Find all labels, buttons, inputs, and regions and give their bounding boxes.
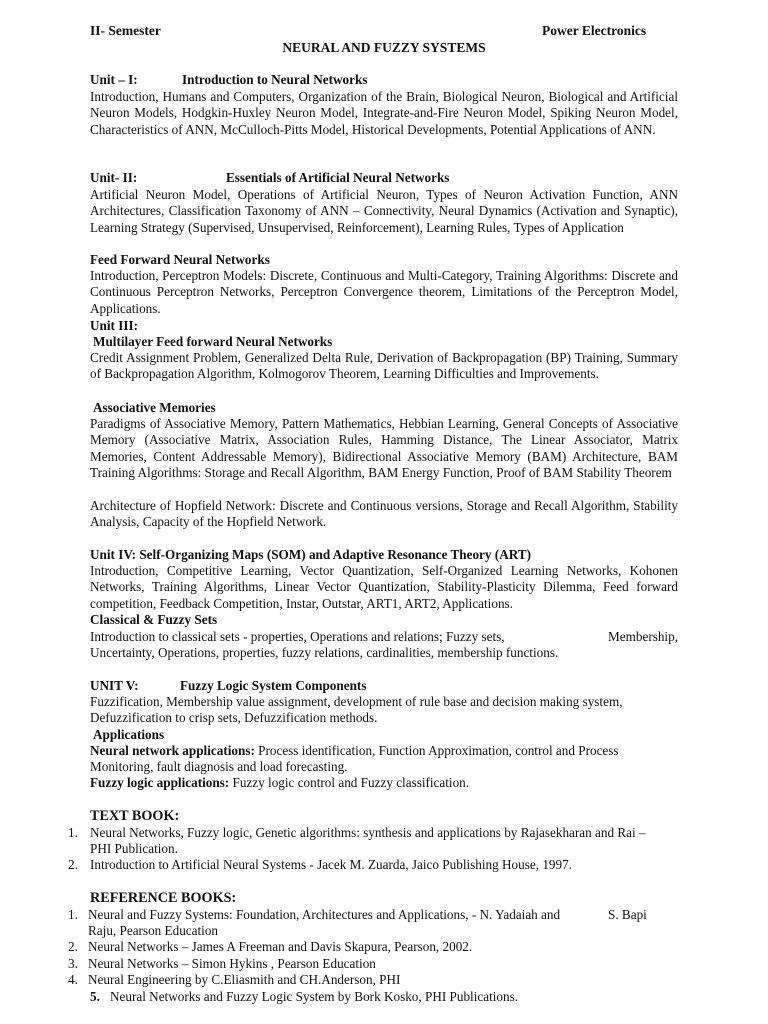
text-book-heading: TEXT BOOK: — [90, 808, 180, 824]
unit-4-sub-body-end: Membership, — [608, 629, 678, 644]
list-number: 1. — [68, 907, 78, 922]
unit-2-label: Unit- II: — [90, 170, 138, 185]
unit-2-sub-body: Introduction, Perceptron Models: Discrete, Continuous and Multi-Category, Training Algorithms: Discrete and Continuous Perceptron Networks, Perceptron Convergence theorem, Limitations of the Perceptron Model, Applications. — [90, 268, 678, 316]
department-label: Power Electronics — [542, 23, 647, 38]
neural-network-applications-line-2: Monitoring, fault diagnosis and load forecasting. — [90, 759, 348, 774]
unit-4-sub-body-text: Introduction to classical sets - properties, Operations and relations; Fuzzy sets, — [90, 629, 505, 644]
unit-5-heading — [90, 678, 367, 694]
unit-1-title: Introduction to Neural Networks — [182, 72, 368, 87]
unit-3-subheading-2: Associative Memories — [93, 400, 216, 415]
neural-network-applications-label: Neural network applications: — [90, 743, 255, 758]
unit-3-subheading-1: Multilayer Feed forward Neural Networks — [93, 334, 333, 349]
unit-5-label: UNIT V: — [90, 678, 139, 693]
unit-2-heading — [90, 170, 450, 186]
unit-3-label: Unit III: — [90, 318, 138, 333]
unit-1-heading — [90, 72, 368, 88]
reference-line: Neural Networks – James A Freeman and Davis Skapura, Pearson, 2002. — [88, 939, 473, 954]
unit-1-body: Introduction, Humans and Computers, Organization of the Brain, Biological Neuron, Biological and Artificial Neuron Models, Hodgkin-Huxley Neuron Model, Integrate-and-Fire Neuron Model, Spiking Neuron Model, Characteristics of ANN, McCulloch-Pitts Model, Historical Developments, Potential Applications of ANN. — [90, 89, 678, 137]
unit-4-sub-body-line-1 — [90, 629, 678, 645]
reference-line: Neural Networks – Simon Hykins , Pearson Education — [88, 956, 376, 971]
list-number: 5. — [90, 989, 100, 1004]
list-number: 4. — [68, 972, 78, 987]
unit-5-body-line-2: Defuzzification to crisp sets, Defuzzification methods. — [90, 710, 378, 725]
fuzzy-logic-applications-label: Fuzzy logic applications: — [90, 775, 230, 790]
reference-line: Neural and Fuzzy Systems: Foundation, Architectures and Applications, - N. Yadaiah and — [88, 907, 561, 922]
list-number: 2. — [68, 857, 78, 872]
unit-2-subheading: Feed Forward Neural Networks — [90, 252, 270, 267]
unit-2-title: Essentials of Artificial Neural Networks — [226, 170, 450, 185]
fuzzy-logic-applications — [90, 775, 678, 791]
neural-network-applications-text: Process identification, Function Approximation, control and Process — [254, 743, 619, 758]
reference-line: Neural Networks and Fuzzy Logic System by Bork Kosko, PHI Publications. — [110, 989, 519, 1004]
unit-4-sub-body-line-2: Uncertainty, Operations, properties, fuzzy relations, cardinalities, membership functions. — [90, 645, 559, 660]
unit-3-sub-body-2: Paradigms of Associative Memory, Pattern Mathematics, Hebbian Learning, General Concepts of Associative Memory (Associative Matrix, Association Rules, Hamming Distance, The Linear Associator, Matrix Memories, Content Addressable Memory), Bidirectional Associative Memory (BAM) Architecture, BAM Training Algorithms: Storage and Recall Algorithm, BAM Energy Function, Proof of BAM Stability Theorem — [90, 416, 678, 480]
neural-network-applications — [90, 743, 678, 759]
text-book-line: PHI Publication. — [90, 841, 178, 856]
unit-5-title: Fuzzy Logic System Components — [180, 678, 367, 693]
unit-1-label: Unit – I: — [90, 72, 138, 87]
list-number: 2. — [68, 939, 78, 954]
unit-4-subheading: Classical & Fuzzy Sets — [90, 612, 218, 627]
unit-5-body-line-1: Fuzzification, Membership value assignment, development of rule base and decision making system, — [90, 694, 623, 709]
list-number: 3. — [68, 956, 78, 971]
fuzzy-logic-applications-text: Fuzzy logic control and Fuzzy classification. — [229, 775, 470, 790]
text-book-line: Introduction to Artificial Neural Systems - Jacek M. Zuarda, Jaico Publishing House, 1997. — [90, 857, 572, 872]
reference-line: Raju, Pearson Education — [88, 923, 219, 938]
applications-heading: Applications — [93, 727, 165, 742]
unit-4-heading: Unit IV: Self-Organizing Maps (SOM) and Adaptive Resonance Theory (ART) — [90, 547, 531, 562]
reference-line: Neural Engineering by C.Eliasmith and CH.Anderson, PHI — [88, 972, 401, 987]
unit-4-body: Introduction, Competitive Learning, Vector Quantization, Self-Organized Learning Networks, Kohonen Networks, Training Algorithms, Linear Vector Quantization, Stability-Plasticity Dilemma, Feed forward competition, Feedback Competition, Instar, Outstar, ART1, ART2, Applications. — [90, 563, 678, 611]
semester-label: II- Semester — [90, 23, 161, 38]
page-title: NEURAL AND FUZZY SYSTEMS — [282, 40, 486, 55]
reference-line-end: S. Bapi — [608, 907, 647, 922]
unit-2-body: Artificial Neuron Model, Operations of Artificial Neuron, Types of Neuron Activation Function, ANN Architectures, Classification Taxonomy of ANN – Connectivity, Neural Dynamics (Activation and Synaptic), Learning Strategy (Supervised, Unsupervised, Reinforcement), Learning Rules, Types of Application — [90, 187, 678, 235]
unit-3-sub-body-1: Credit Assignment Problem, Generalized Delta Rule, Derivation of Backpropagation (BP) Training, Summary of Backpropagation Algorithm, Kolmogorov Theorem, Learning Difficulties and Improvements. — [90, 350, 678, 382]
reference-books-heading: REFERENCE BOOKS: — [90, 890, 237, 906]
list-number: 1. — [68, 825, 78, 840]
unit-3-sub-body-3: Architecture of Hopfield Network: Discrete and Continuous versions, Storage and Recall Algorithm, Stability Analysis, Capacity of the Hopfield Network. — [90, 498, 678, 530]
text-book-line: Neural Networks, Fuzzy logic, Genetic algorithms: synthesis and applications by Rajasekharan and Rai – — [90, 825, 646, 840]
